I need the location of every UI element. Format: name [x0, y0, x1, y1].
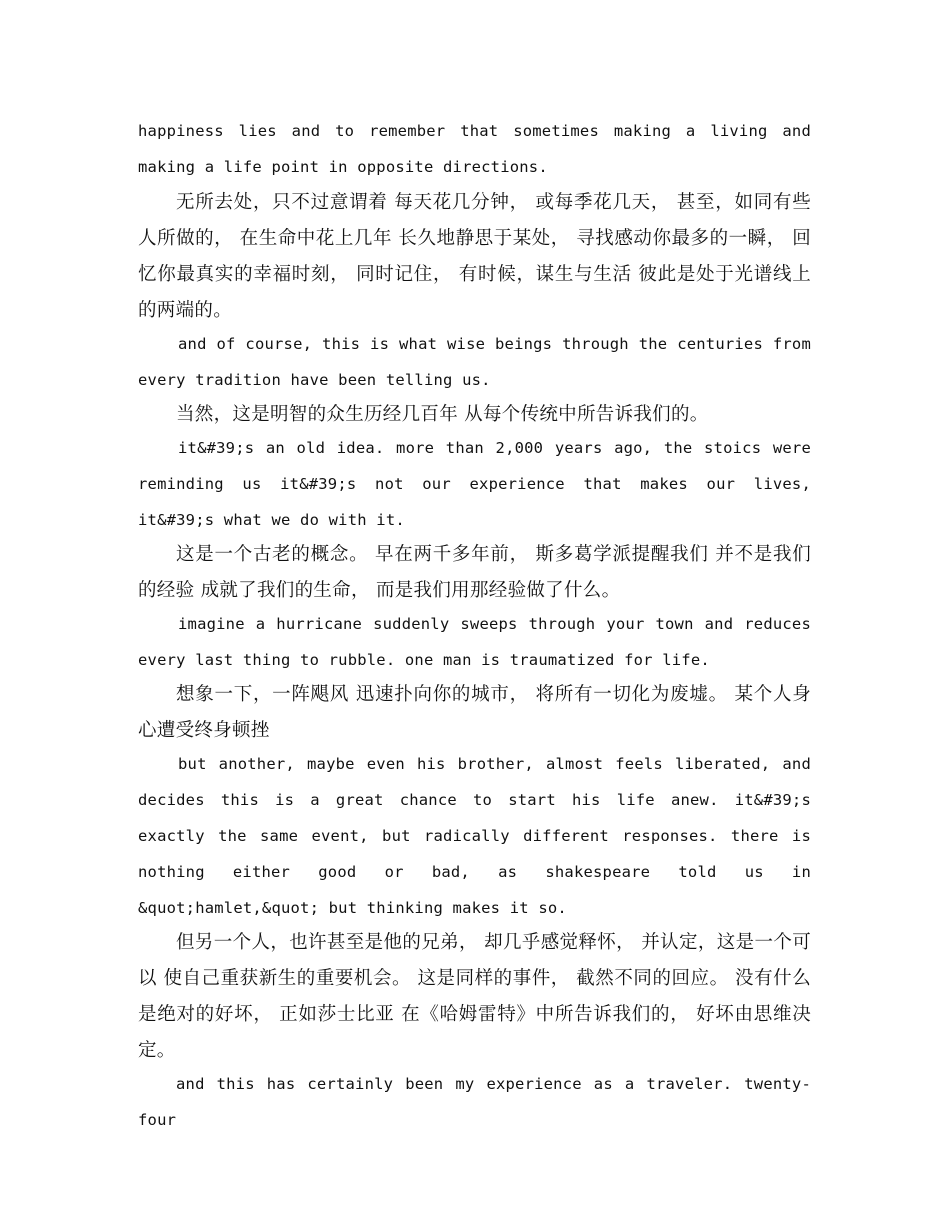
paragraph-english-4: imagine a hurricane suddenly sweeps through your town and reduces every last thing to rubble. one man is traumatized for life. [138, 615, 811, 669]
paragraph-english-2: and of course, this is what wise beings through the centuries from every tradition have been telling us. [138, 335, 811, 389]
paragraph-chinese-1: 无所去处，只不过意谓着 每天花几分钟， 或每季花几天， 甚至，如同有些人所做的， 在生命中花上几年 长久地静思于某处， 寻找感动你最多的一瞬， 回忆你最真实的幸福时刻， 同时记住， 有时候，谋生与生活 彼此是处于光谱线上的两端的。 [138, 192, 811, 321]
paragraph-chinese-4: 想象一下，一阵飓风 迅速扑向你的城市， 将所有一切化为废墟。 某个人身心遭受终身顿挫 [138, 684, 811, 741]
paragraph-english-1: happiness lies and to remember that sometimes making a living and making a life point in opposite directions. [138, 122, 811, 176]
paragraph-chinese-2: 当然，这是明智的众生历经几百年 从每个传统中所告诉我们的。 [176, 404, 709, 425]
paragraph-chinese-5: 但另一个人，也许甚至是他的兄弟， 却几乎感觉释怀， 并认定，这是一个可以 使自己重获新生的重要机会。 这是同样的事件， 截然不同的回应。 没有什么是绝对的好坏， 正如莎士比亚 在《哈姆雷特》中所告诉我们的， 好坏由思维决定。 [138, 932, 811, 1061]
paragraph-english-6: and this has certainly been my experience as a traveler. twenty-four [138, 1075, 811, 1129]
paragraph-english-3: it&#39;s an old idea. more than 2,000 years ago, the stoics were reminding us it&#39;s not our experience that makes our lives, it&#39;s what we do with it. [138, 439, 811, 529]
paragraph-chinese-3: 这是一个古老的概念。 早在两千多年前， 斯多葛学派提醒我们 并不是我们的经验 成就了我们的生命， 而是我们用那经验做了什么。 [138, 544, 811, 601]
paragraph-english-5: but another, maybe even his brother, almost feels liberated, and decides this is a great chance to start his life anew. it&#39;s exactly the same event, but radically different responses. there is nothing either good or bad, as shakespeare told us in &quot;hamlet,&quot; but thinking makes it so. [138, 755, 811, 917]
